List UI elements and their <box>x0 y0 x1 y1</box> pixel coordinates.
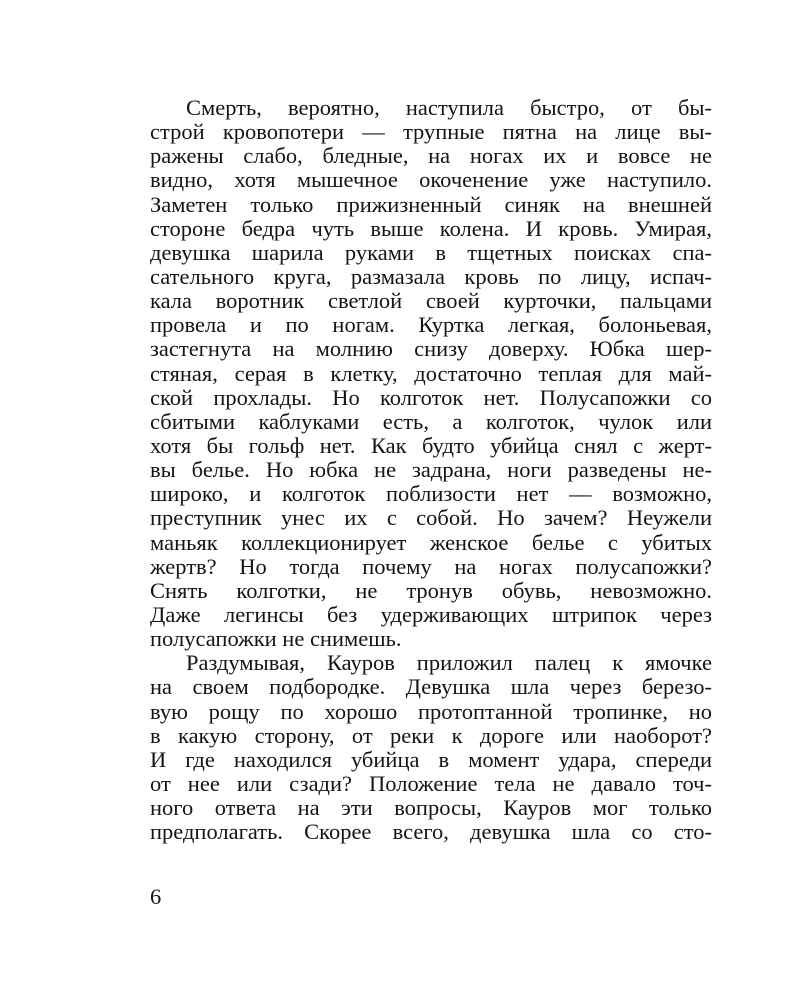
text-line: ного ответа на эти вопросы, Кауров мог только <box>150 795 712 821</box>
text-line: широко, и колготок поблизости нет — возможно, <box>150 481 712 507</box>
text-line: видно, хотя мышечное окоченение уже наступило. <box>150 167 712 193</box>
text-line: Даже легинсы без удерживающих штрипок через <box>150 601 712 627</box>
text-line: кала воротник светлой своей курточки, пальцами <box>150 288 712 314</box>
text-line: на своем подбородке. Девушка шла через березо- <box>150 674 712 700</box>
body-text <box>150 96 712 844</box>
text-line: Снять колготки, не тронув обувь, невозможно. <box>150 577 712 603</box>
text-line: девушка шарила руками в тщетных поисках спа- <box>150 239 712 265</box>
text-line: ской прохлады. Но колготок нет. Полусапожки со <box>150 384 712 410</box>
text-line: в какую сторону, от реки к дороге или наоборот? <box>150 722 712 748</box>
text-line: Смерть, вероятно, наступила быстро, от бы- <box>186 95 712 120</box>
text-line: полусапожки не снимешь. <box>150 626 402 652</box>
text-line: хотя бы гольф нет. Как будто убийца снял с жерт- <box>150 432 712 458</box>
text-line: застегнута на молнию снизу доверху. Юбка шер- <box>150 336 712 362</box>
text-line: маньяк коллекционирует женское белье с убитых <box>150 529 712 555</box>
text-line: стороне бедра чуть выше колена. И кровь. Умирая, <box>150 215 712 241</box>
text-line: преступник унес их с собой. Но зачем? Неужели <box>150 505 712 531</box>
text-line: ражены слабо, бледные, на ногах их и вовсе не <box>150 143 712 169</box>
text-line: сательного круга, размазала кровь по лицу, испач- <box>150 263 712 289</box>
text-line: сбитыми каблуками есть, а колготок, чулок или <box>150 408 712 434</box>
text-line: жертв? Но тогда почему на ногах полусапожки? <box>150 553 712 579</box>
text-line: предполагать. Скорее всего, девушка шла со сто- <box>150 819 712 845</box>
text-line: вы белье. Но юбка не задрана, ноги разведены не- <box>150 457 712 483</box>
text-line: от нее или сзади? Положение тела не давало точ- <box>150 770 712 796</box>
text-line: Раздумывая, Кауров приложил палец к ямочке <box>186 650 712 676</box>
text-line: провела и по ногам. Куртка легкая, болоньевая, <box>150 312 712 338</box>
text-line: Заметен только прижизненный синяк на внешней <box>150 191 712 217</box>
text-line: стяная, серая в клетку, достаточно теплая для май- <box>150 360 712 386</box>
text-line: И где находился убийца в момент удара, спереди <box>150 746 712 772</box>
text-line: строй кровопотери — трупные пятна на лице вы- <box>150 119 712 145</box>
page-number: 6 <box>150 884 162 909</box>
text-line: вую рощу по хорошо протоптанной тропинке, но <box>150 698 712 724</box>
